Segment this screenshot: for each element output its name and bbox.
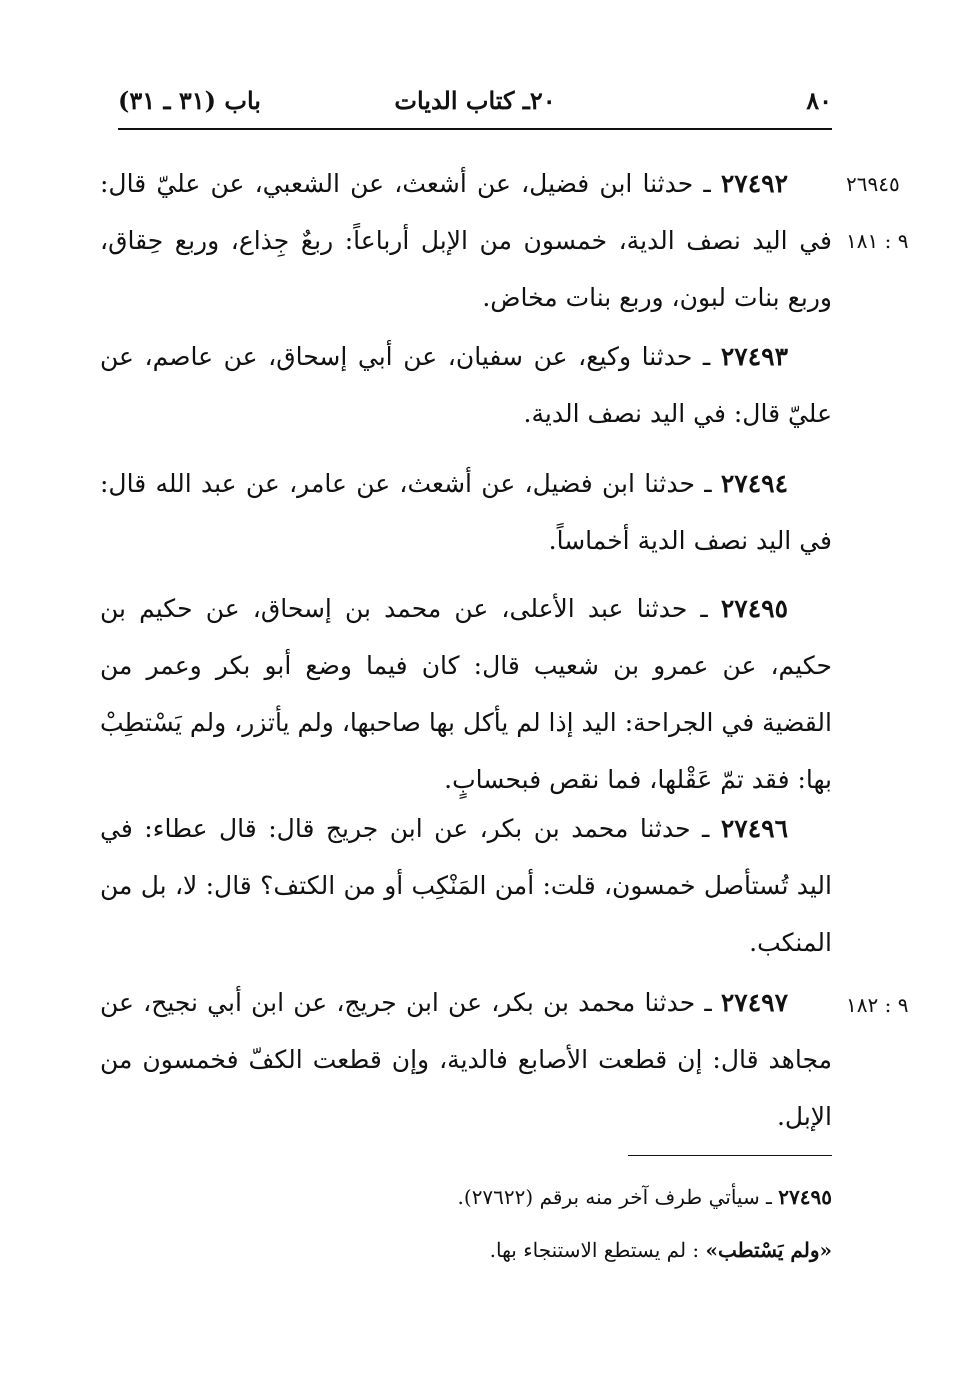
margin-volume-ref: ٩ : ١٨١ bbox=[846, 229, 909, 253]
hadith-entry bbox=[100, 580, 832, 808]
hadith-number: ٢٧٤٩٢ bbox=[720, 169, 788, 198]
hadith-text: ـ حدثنا محمد بن بكر، عن ابن جريج قال: قال عطاء: في اليد تُستأصل خمسون، قلت: أمن المَنْكِب أو من الكتف؟ قال: لا، بل من المنكب. bbox=[100, 814, 832, 957]
margin-volume-ref: ٩ : ١٨٢ bbox=[846, 993, 909, 1017]
margin-ref-number: ٢٦٩٤٥ bbox=[846, 172, 900, 196]
page-header bbox=[118, 86, 832, 126]
hadith-number: ٢٧٤٩٥ bbox=[720, 594, 788, 623]
hadith-text: ـ حدثنا ابن فضيل، عن أشعث، عن عامر، عن عبد الله قال: في اليد نصف الدية أخماساً. bbox=[100, 469, 832, 555]
footnote-divider bbox=[628, 1155, 832, 1156]
hadith-number: ٢٧٤٩٧ bbox=[720, 988, 788, 1017]
hadith-entry bbox=[100, 155, 832, 326]
hadith-text: ـ حدثنا محمد بن بكر، عن ابن جريج، عن ابن أبي نجيح، عن مجاهد قال: إن قطعت الأصابع فالدية، وإن قطعت الكفّ فخمسون من الإبل. bbox=[100, 988, 832, 1131]
hadith-entry bbox=[100, 455, 832, 569]
footnote bbox=[300, 1182, 832, 1212]
hadith-text: ـ حدثنا ابن فضيل، عن أشعث، عن الشعبي، عن عليّ قال: في اليد نصف الدية، خمسون من الإبل أرباعاً: ربعٌ جِذاع، وربع حِقاق، وربع بنات لبون، وربع بنات مخاض. bbox=[100, 169, 832, 312]
chapter-range: باب (٣١ ـ ٣١) bbox=[118, 86, 261, 115]
hadith-entry bbox=[100, 328, 832, 442]
hadith-text: ـ حدثنا عبد الأعلى، عن محمد بن إسحاق، عن حكيم بن حكيم، عن عمرو بن شعيب قال: كان فيما وضع أبو بكر وعمر من القضية في الجراحة: اليد إذا لم يأكل بها صاحبها، ولم يأتزر، ولم يَسْتطِبْ بها: فقد تمّ عَقْلها، فما نقص فبحسابٍ. bbox=[100, 594, 832, 794]
hadith-number: ٢٧٤٩٣ bbox=[720, 342, 788, 371]
footnote-number: ٢٧٤٩٥ bbox=[778, 1185, 832, 1209]
hadith-number: ٢٧٤٩٤ bbox=[720, 469, 788, 498]
hadith-number: ٢٧٤٩٦ bbox=[720, 814, 788, 843]
footnote-text: ـ سيأتي طرف آخر منه برقم (٢٧٦٢٢). bbox=[457, 1185, 779, 1209]
book-title: ٢٠ـ كتاب الديات bbox=[394, 86, 556, 115]
hadith-entry bbox=[100, 800, 832, 971]
footnote-term: «ولم يَسْتطب» bbox=[705, 1238, 832, 1262]
footnote-text: : لم يستطع الاستنجاء بها. bbox=[489, 1238, 706, 1262]
hadith-text: ـ حدثنا وكيع، عن سفيان، عن أبي إسحاق، عن عاصم، عن عليّ قال: في اليد نصف الدية. bbox=[100, 342, 832, 428]
page-number: ٨٠ bbox=[806, 86, 832, 115]
footnote bbox=[300, 1235, 832, 1265]
header-divider bbox=[118, 128, 832, 130]
hadith-entry bbox=[100, 974, 832, 1145]
